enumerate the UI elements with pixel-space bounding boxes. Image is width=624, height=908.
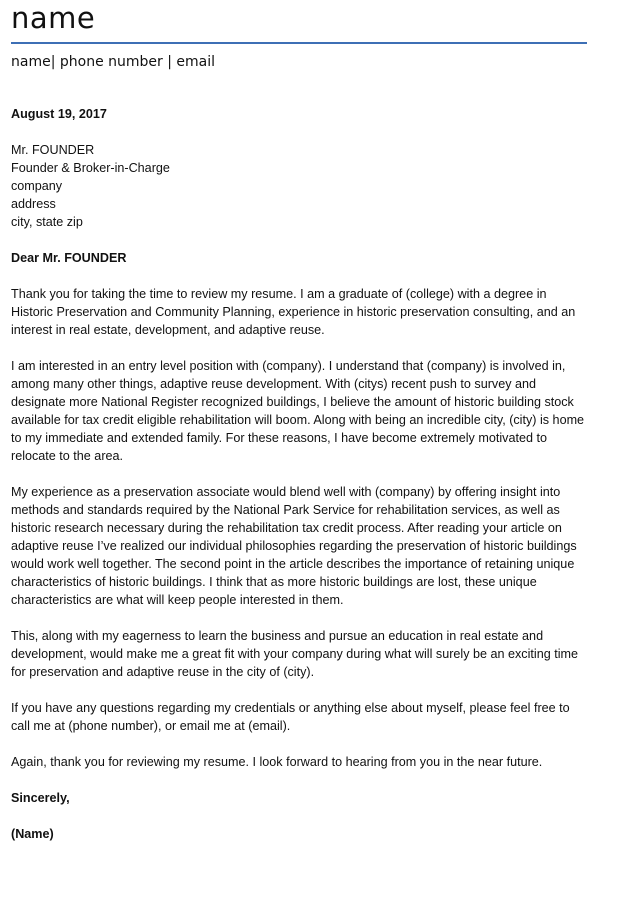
recipient-address: address — [11, 197, 56, 211]
header-name: name — [11, 1, 96, 35]
recipient-city-state-zip: city, state zip — [11, 215, 83, 229]
letter-date: August 19, 2017 — [11, 107, 107, 121]
signature: (Name) — [11, 827, 54, 841]
salutation: Dear Mr. FOUNDER — [11, 251, 127, 265]
recipient-title: Founder & Broker-in-Charge — [11, 161, 170, 175]
recipient-block — [11, 141, 591, 231]
paragraph-fit: This, along with my eagerness to learn the business and pursue an education in real estate and development, would make me a great fit with your company during what will surely be an exciting time for preservation and adaptive reuse in the city of (city). — [11, 629, 578, 679]
contact-line: name| phone number | email — [11, 54, 215, 70]
header-divider — [11, 42, 587, 44]
paragraph-interest: I am interested in an entry level position with (company). I understand that (company) is involved in, among many other things, adaptive reuse development. With (citys) recent push to survey and designate more National Register recognized buildings, I believe the amount of historic building stock available for tax credit eligible rehabilitation will boom. Along with being an incredible city, (city) is home to my immediate and extended family. For these reasons, I have become extremely motivated to relocate to the area. — [11, 359, 585, 463]
paragraph-intro: Thank you for taking the time to review my resume. I am a graduate of (college) with a degree in Historic Preservation and Community Planning, experience in historic preservation consulting, and an interest in real estate, development, and adaptive reuse. — [11, 287, 576, 337]
paragraph-experience: My experience as a preservation associate would blend well with (company) by offering insight into methods and standards required by the National Park Service for rehabilitation services, as well as historic research necessary during the rehabilitation tax credit process. After reading your article on adaptive reuse I’ve realized our individual philosophies regarding the preservation of historic buildings would work well together. The second point in the article describes the importance of retaining unique characteristics of historic buildings. I think that as more historic buildings are lost, these unique characteristics are what will keep people interested in them. — [11, 485, 577, 607]
paragraph-contact: If you have any questions regarding my credentials or anything else about myself, please feel free to call me at (phone number), or email me at (email). — [11, 701, 570, 733]
paragraph-thanks: Again, thank you for reviewing my resume. I look forward to hearing from you in the near future. — [11, 755, 543, 769]
letter-body — [11, 105, 591, 861]
recipient-name: Mr. FOUNDER — [11, 143, 95, 157]
recipient-company: company — [11, 179, 63, 193]
closing: Sincerely, — [11, 791, 70, 805]
